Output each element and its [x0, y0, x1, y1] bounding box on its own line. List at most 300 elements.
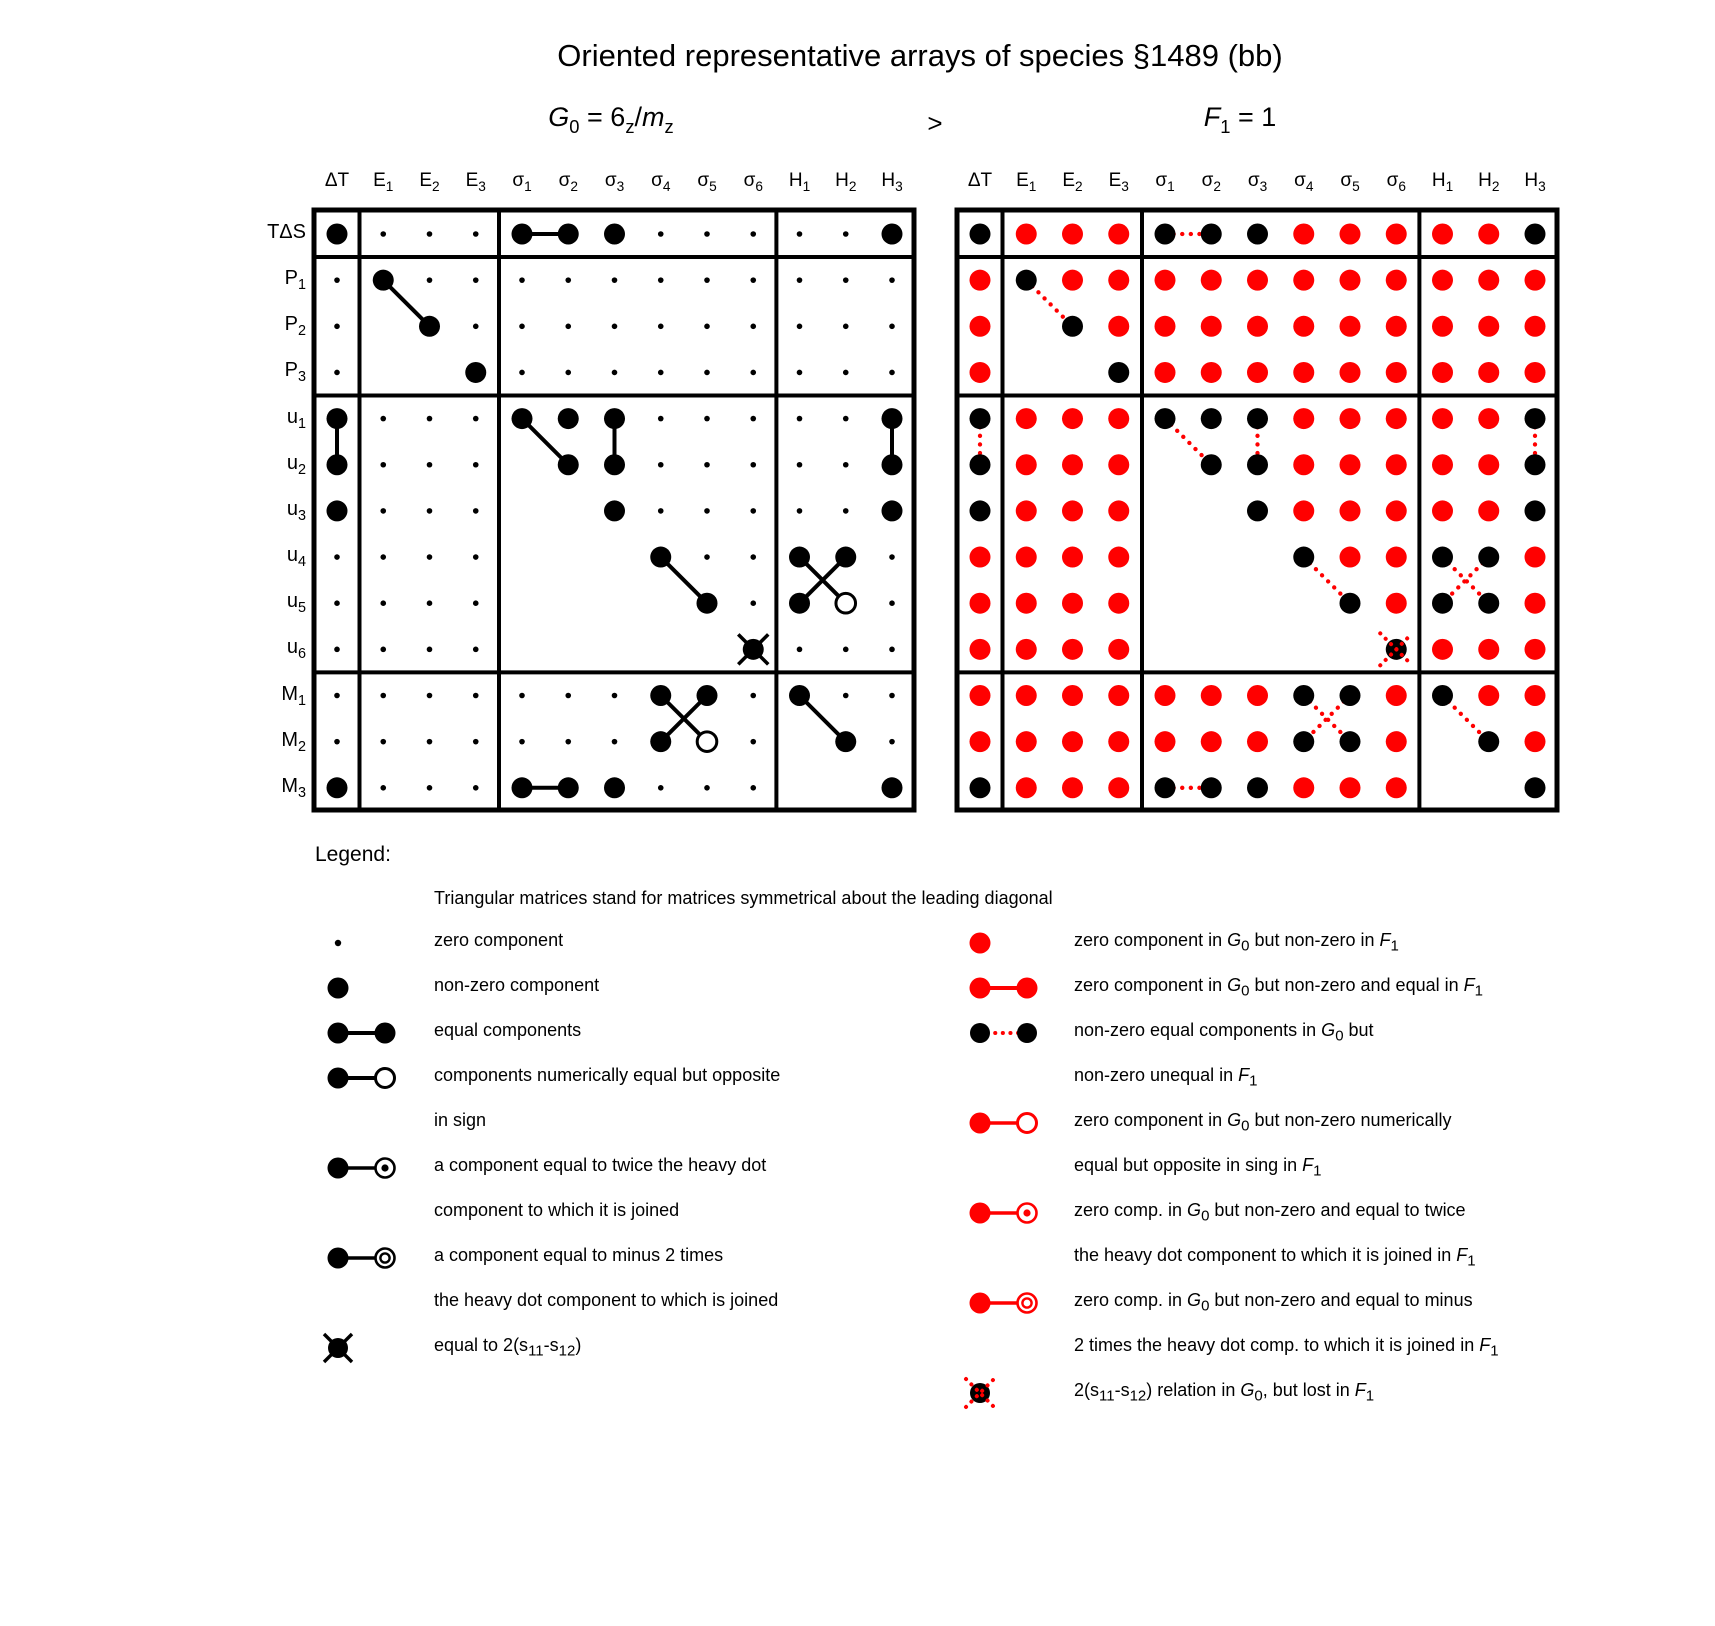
matrix-f1-cell-M3-σ2 — [1201, 777, 1222, 798]
matrix-g0-cell-TΔS-σ2 — [558, 224, 579, 245]
matrix-g0-cell-u6-H3 — [889, 647, 895, 653]
matrix-g0-cell-u2-ΔT — [327, 454, 348, 475]
matrix-g0-cell-TΔS-σ3 — [604, 224, 625, 245]
matrix-g0-cell-TΔS-ΔT — [327, 224, 348, 245]
row-label-M2: $M_2$ — [281, 728, 306, 755]
matrix-f1-cell-u2-H3 — [1525, 454, 1546, 475]
matrix-g0-cell-M1-H1 — [789, 685, 810, 706]
legend-symbol-link-opposite — [310, 1060, 410, 1096]
row-label-M1: $M_1$ — [281, 682, 306, 709]
matrix-g0-cell-P1-σ4 — [658, 277, 664, 283]
matrix-f1-cell-M3-σ5 — [1340, 777, 1361, 798]
matrix-g0-col-label-σ6: $\sigma_6$ — [743, 170, 763, 194]
matrix-f1-cell-u3-ΔT — [970, 500, 991, 521]
matrix-g0-cell-P3-σ6 — [750, 370, 756, 376]
matrix-g0-cell-P2-ΔT — [334, 324, 340, 330]
matrix-g0-cell-u5-σ5 — [697, 593, 718, 614]
matrix-g0-cell-P3-σ2 — [565, 370, 571, 376]
matrix-g0-cell-u2-E2 — [427, 462, 433, 468]
matrix-g0-cell-M1-E2 — [427, 693, 433, 699]
matrix-f1-cell-M3-σ3 — [1247, 777, 1268, 798]
matrix-f1-cell-u3-E3 — [1108, 500, 1129, 521]
matrix-g0-cell-TΔS-σ1 — [512, 224, 533, 245]
matrix-f1-cell-u5-E2 — [1062, 593, 1083, 614]
matrix-g0-cell-P1-ΔT — [334, 277, 340, 283]
matrix-g0-cell-u3-H3 — [882, 500, 903, 521]
matrix-g0-cell-u2-H2 — [843, 462, 849, 468]
matrix-f1-cell-u6-E1 — [1016, 639, 1037, 660]
legend-text-right-0: zero component in $G_0$ but non-zero in $F_1$ — [1074, 930, 1399, 955]
matrix-f1-cell-TΔS-σ2 — [1201, 224, 1222, 245]
row-label-M3: $M_3$ — [281, 774, 306, 801]
matrix-g0-cell-P1-H1 — [797, 277, 803, 283]
matrix-g0-col-label-ΔT: ΔT — [324, 170, 350, 191]
matrix-g0-cell-M3-ΔT — [327, 777, 348, 798]
matrix-f1-cell-TΔS-σ5 — [1340, 224, 1361, 245]
legend-text-left-6: component to which it is joined — [434, 1200, 680, 1220]
matrix-f1-cell-P1-ΔT — [970, 270, 991, 291]
matrix-f1-cell-P3-σ2 — [1201, 362, 1222, 383]
formula-segment: 0 — [569, 115, 580, 137]
legend-header: Legend: — [315, 843, 391, 866]
matrix-g0-cell-u2-E3 — [473, 462, 479, 468]
matrix-f1-cell-M3-ΔT — [970, 777, 991, 798]
legend-symbol-red-link-minus2 — [952, 1285, 1052, 1321]
matrix-g0-cell-u4-E3 — [473, 554, 479, 560]
matrix-f1-cell-u1-E1 — [1016, 408, 1037, 429]
matrix-f1-cell-P2-H2 — [1478, 316, 1499, 337]
legend-text-right-1: zero component in $G_0$ but non-zero and equal in $F_1$ — [1074, 975, 1483, 1000]
matrix-f1-cell-P2-E3 — [1108, 316, 1129, 337]
matrix-f1-cell-u4-σ6 — [1386, 547, 1407, 568]
matrix-g0-cell-P1-H3 — [889, 277, 895, 283]
matrix-f1-cell-u4-H1 — [1432, 547, 1453, 568]
matrix-g0-cell-TΔS-E1 — [380, 231, 386, 237]
matrix-g0-cell-u3-H1 — [797, 508, 803, 514]
matrix-f1-cell-u3-E2 — [1062, 500, 1083, 521]
matrix-f1-col-label-H3: $H_3$ — [1524, 170, 1546, 194]
legend-text-right-5: equal but opposite in sing in $F_1$ — [1074, 1155, 1322, 1180]
matrix-g0-cell-P3-σ3 — [612, 370, 618, 376]
matrix-g0-cell-M2-H3 — [889, 739, 895, 745]
comparator-symbol: > — [927, 108, 943, 138]
matrix-f1 — [945, 198, 1569, 822]
matrix-f1-cell-u3-σ4 — [1293, 500, 1314, 521]
matrix-f1-col-label-σ5: $\sigma_5$ — [1340, 170, 1360, 194]
matrix-f1-cell-u1-σ6 — [1386, 408, 1407, 429]
matrix-f1-cell-u4-H2 — [1478, 547, 1499, 568]
matrix-g0-cell-u4-E2 — [427, 554, 433, 560]
legend-symbol-link-minus2 — [310, 1240, 410, 1276]
matrix-f1-cell-u4-ΔT — [970, 547, 991, 568]
matrix-f1-cell-u1-σ4 — [1293, 408, 1314, 429]
matrix-g0-cell-u1-σ6 — [750, 416, 756, 422]
matrix-g0-cell-TΔS-H3 — [882, 224, 903, 245]
matrix-g0-col-label-σ2: $\sigma_2$ — [558, 170, 578, 194]
formula-segment: F — [1203, 102, 1221, 132]
matrix-f1-cell-P1-σ3 — [1247, 270, 1268, 291]
legend-text-right-6: zero comp. in $G_0$ but non-zero and equal to twice — [1074, 1200, 1466, 1225]
legend-symbol-link-twice — [310, 1150, 410, 1186]
legend-symbol-xl-dot — [952, 1375, 1052, 1411]
matrix-g0-col-label-E3: $E_3$ — [465, 170, 486, 194]
matrix-g0-cell-P2-σ6 — [750, 324, 756, 330]
matrix-g0-col-label-E1: $E_1$ — [373, 170, 394, 194]
matrix-f1-col-label-E3: $E_3$ — [1108, 170, 1129, 194]
matrix-g0-cell-M3-σ6 — [750, 785, 756, 791]
matrix-f1-cell-u1-σ5 — [1340, 408, 1361, 429]
matrix-f1-cell-u5-ΔT — [970, 593, 991, 614]
matrix-f1-cell-u4-σ4 — [1293, 547, 1314, 568]
legend-text-right-9: 2 times the heavy dot comp. to which it is joined in $F_1$ — [1074, 1335, 1499, 1360]
matrix-g0-cell-u3-ΔT — [327, 500, 348, 521]
matrix-g0-cell-u6-E2 — [427, 647, 433, 653]
matrix-g0-cell-u3-E2 — [427, 508, 433, 514]
formula-segment: = 1 — [1230, 102, 1277, 132]
matrix-g0-cell-M1-σ1 — [519, 693, 525, 699]
matrix-f1-cell-M2-σ2 — [1201, 731, 1222, 752]
matrix-f1-cell-M3-E2 — [1062, 777, 1083, 798]
matrix-f1-cell-u2-σ6 — [1386, 454, 1407, 475]
legend-symbol-red-link-equal — [952, 970, 1052, 1006]
matrix-f1-cell-u1-σ3 — [1247, 408, 1268, 429]
matrix-g0-cell-u4-σ5 — [704, 554, 710, 560]
matrix-f1-cell-TΔS-σ3 — [1247, 224, 1268, 245]
matrix-g0-cell-P2-σ5 — [704, 324, 710, 330]
matrix-g0-cell-u1-H1 — [797, 416, 803, 422]
legend-text-left-7: a component equal to minus 2 times — [434, 1245, 724, 1265]
matrix-f1-cell-M1-σ6 — [1386, 685, 1407, 706]
matrix-g0-cell-P1-E1 — [373, 270, 394, 291]
formula-segment: = 6 — [579, 102, 626, 132]
matrix-g0-cell-u1-σ4 — [658, 416, 664, 422]
legend-symbol-red-link-twice — [952, 1195, 1052, 1231]
matrix-g0-cell-P2-σ2 — [565, 324, 571, 330]
matrix-f1-cell-M1-σ5 — [1340, 685, 1361, 706]
matrix-g0-cell-u1-H3 — [882, 408, 903, 429]
matrix-g0-cell-P3-σ5 — [704, 370, 710, 376]
matrix-f1-cell-u5-E3 — [1108, 593, 1129, 614]
matrix-g0-cell-P1-σ6 — [750, 277, 756, 283]
matrix-f1-cell-u1-E3 — [1108, 408, 1129, 429]
matrix-g0-cell-M2-σ3 — [612, 739, 618, 745]
matrix-g0-cell-M2-σ4 — [650, 731, 671, 752]
matrix-g0-cell-u4-σ6 — [750, 554, 756, 560]
matrix-g0-cell-TΔS-σ4 — [658, 231, 664, 237]
row-label-u6: $u_6$ — [286, 636, 306, 663]
matrix-f1-cell-P3-σ5 — [1340, 362, 1361, 383]
matrix-g0-col-label-H2: $H_2$ — [835, 170, 857, 194]
matrix-g0-cell-u6-E3 — [473, 647, 479, 653]
matrix-f1-cell-u3-H1 — [1432, 500, 1453, 521]
matrix-g0-cell-u2-σ5 — [704, 462, 710, 468]
matrix-f1-cell-TΔS-ΔT — [970, 224, 991, 245]
row-label-TΔS: TΔS — [267, 221, 306, 243]
matrix-f1-cell-P2-σ4 — [1293, 316, 1314, 337]
matrix-g0-cell-M2-E2 — [427, 739, 433, 745]
matrix-g0-cell-u6-ΔT — [334, 647, 340, 653]
formula-segment: 1 — [1220, 115, 1231, 137]
matrix-f1-cell-M1-σ1 — [1155, 685, 1176, 706]
matrix-f1-cell-P2-H3 — [1525, 316, 1546, 337]
matrix-g0-cell-u4-σ4 — [650, 547, 671, 568]
matrix-g0-col-label-E2: $E_2$ — [419, 170, 440, 194]
matrix-g0-cell-M1-σ6 — [750, 693, 756, 699]
matrix-g0-cell-P3-H1 — [797, 370, 803, 376]
legend-text-left-2: equal components — [434, 1020, 582, 1040]
formula-segment: m — [642, 102, 665, 132]
matrix-f1-cell-P2-σ5 — [1340, 316, 1361, 337]
matrix-g0 — [302, 198, 926, 822]
matrix-g0-cell-u2-σ3 — [604, 454, 625, 475]
matrix-g0-cell-M1-E3 — [473, 693, 479, 699]
matrix-f1-cell-M1-ΔT — [970, 685, 991, 706]
matrix-f1-cell-P3-σ6 — [1386, 362, 1407, 383]
matrix-g0-cell-u5-H2 — [836, 593, 856, 613]
legend-symbol-red-link-opposite — [952, 1105, 1052, 1141]
matrix-f1-cell-M3-E1 — [1016, 777, 1037, 798]
matrix-g0-cell-P3-H3 — [889, 370, 895, 376]
matrix-f1-cell-M2-E2 — [1062, 731, 1083, 752]
matrix-f1-cell-u1-σ1 — [1155, 408, 1176, 429]
matrix-f1-cell-M1-H3 — [1525, 685, 1546, 706]
matrix-g0-cell-P2-E3 — [473, 324, 479, 330]
row-label-P3: $P_3$ — [284, 359, 306, 386]
matrix-g0-cell-M1-σ3 — [612, 693, 618, 699]
matrix-f1-cell-P2-σ3 — [1247, 316, 1268, 337]
matrix-f1-cell-TΔS-E1 — [1016, 224, 1037, 245]
matrix-f1-cell-P1-E1 — [1016, 270, 1037, 291]
formula-segment: z — [664, 115, 674, 137]
matrix-f1-cell-M2-σ6 — [1386, 731, 1407, 752]
matrix-f1-cell-u2-σ3 — [1247, 454, 1268, 475]
matrix-g0-cell-P2-H2 — [843, 324, 849, 330]
matrix-f1-cell-M1-E1 — [1016, 685, 1037, 706]
matrix-f1-cell-P3-H3 — [1525, 362, 1546, 383]
matrix-g0-cell-u4-H1 — [789, 547, 810, 568]
matrix-f1-col-label-σ6: $\sigma_6$ — [1386, 170, 1406, 194]
matrix-f1-cell-P1-σ4 — [1293, 270, 1314, 291]
matrix-f1-cell-u1-E2 — [1062, 408, 1083, 429]
matrix-f1-cell-u2-σ5 — [1340, 454, 1361, 475]
matrix-g0-cell-P3-σ1 — [519, 370, 525, 376]
matrix-f1-cell-P1-H3 — [1525, 270, 1546, 291]
matrix-f1-cell-P2-H1 — [1432, 316, 1453, 337]
matrix-f1-cell-M2-E3 — [1108, 731, 1129, 752]
matrix-g0-cell-u4-H2 — [835, 547, 856, 568]
matrix-g0-cell-u4-H3 — [889, 554, 895, 560]
matrix-g0-cell-u1-σ1 — [512, 408, 533, 429]
matrix-f1-cell-M2-ΔT — [970, 731, 991, 752]
matrix-g0-cell-u2-σ2 — [558, 454, 579, 475]
matrix-g0-cell-P2-σ1 — [519, 324, 525, 330]
legend-text-right-8: zero comp. in $G_0$ but non-zero and equal to minus — [1074, 1290, 1473, 1315]
matrix-g0-cell-M2-σ6 — [750, 739, 756, 745]
matrix-g0-cell-P1-σ5 — [704, 277, 710, 283]
matrix-f1-cell-u6-H3 — [1525, 639, 1546, 660]
matrix-g0-cell-M2-σ5 — [697, 732, 717, 752]
matrix-f1-cell-u1-H2 — [1478, 408, 1499, 429]
matrix-g0-cell-u2-σ4 — [658, 462, 664, 468]
matrix-g0-cell-P2-σ4 — [658, 324, 664, 330]
matrix-f1-cell-P1-σ1 — [1155, 270, 1176, 291]
matrix-f1-cell-M2-H2 — [1478, 731, 1499, 752]
matrix-g0-col-label-σ5: $\sigma_5$ — [697, 170, 717, 194]
matrix-f1-cell-P2-σ1 — [1155, 316, 1176, 337]
matrix-f1-cell-u3-H3 — [1525, 500, 1546, 521]
legend-symbol-link-equal — [310, 1015, 410, 1051]
matrix-f1-col-label-σ2: $\sigma_2$ — [1201, 170, 1221, 194]
matrix-g0-cell-M3-σ2 — [558, 777, 579, 798]
legend-text-right-3: non-zero unequal in $F_1$ — [1074, 1065, 1258, 1090]
matrix-g0-cell-M2-E1 — [380, 739, 386, 745]
legend-text-left-1: non-zero component — [434, 975, 600, 995]
matrix-f1-cell-TΔS-E3 — [1108, 224, 1129, 245]
legend-text-left-0: zero component — [434, 930, 564, 950]
legend-symbol-red-dot — [952, 925, 1052, 961]
matrix-g0-cell-u2-H3 — [882, 454, 903, 475]
matrix-f1-col-label-E1: $E_1$ — [1016, 170, 1037, 194]
matrix-f1-col-label-σ3: $\sigma_3$ — [1247, 170, 1268, 194]
matrix-f1-cell-u5-σ5 — [1340, 593, 1361, 614]
legend-text-left-5: a component equal to twice the heavy dot — [434, 1155, 767, 1175]
matrix-g0-cell-M3-σ3 — [604, 777, 625, 798]
matrix-g0-cell-M2-ΔT — [334, 739, 340, 745]
matrix-g0-cell-M1-σ5 — [697, 685, 718, 706]
matrix-f1-cell-u5-σ6 — [1386, 593, 1407, 614]
matrix-g0-cell-u4-ΔT — [334, 554, 340, 560]
matrix-f1-col-label-σ4: $\sigma_4$ — [1294, 170, 1314, 194]
matrix-f1-cell-u1-ΔT — [970, 408, 991, 429]
matrix-g0-cell-u3-σ3 — [604, 500, 625, 521]
matrix-g0-cell-P3-σ4 — [658, 370, 664, 376]
matrix-f1-cell-u3-σ3 — [1247, 500, 1268, 521]
matrix-g0-cell-u6-H2 — [843, 647, 849, 653]
right-matrix-formula — [1090, 102, 1390, 138]
matrix-g0-cell-M1-σ2 — [565, 693, 571, 699]
matrix-f1-col-label-H1: $H_1$ — [1431, 170, 1454, 194]
row-label-u1: $u_1$ — [286, 405, 306, 432]
matrix-f1-cell-M2-σ1 — [1155, 731, 1176, 752]
legend-text-left-8: the heavy dot component to which is joined — [434, 1290, 779, 1310]
matrix-g0-cell-u5-σ6 — [750, 600, 756, 606]
matrix-f1-cell-M3-σ4 — [1293, 777, 1314, 798]
matrix-g0-cell-TΔS-E2 — [427, 231, 433, 237]
matrix-f1-cell-P2-σ2 — [1201, 316, 1222, 337]
legend-text-right-7: the heavy dot component to which it is joined in $F_1$ — [1074, 1245, 1476, 1270]
legend-symbol-small-dot — [310, 925, 410, 961]
matrix-g0-cell-TΔS-σ6 — [750, 231, 756, 237]
matrix-g0-cell-P2-σ3 — [612, 324, 618, 330]
matrix-g0-cell-P1-E3 — [473, 277, 479, 283]
matrix-g0-cell-u3-σ4 — [658, 508, 664, 514]
matrix-f1-cell-u5-H3 — [1525, 593, 1546, 614]
matrix-f1-cell-u2-ΔT — [970, 454, 991, 475]
matrix-g0-col-label-H3: $H_3$ — [881, 170, 903, 194]
matrix-g0-cell-TΔS-H2 — [843, 231, 849, 237]
matrix-g0-cell-P1-σ1 — [519, 277, 525, 283]
matrix-g0-col-label-σ3: $\sigma_3$ — [604, 170, 625, 194]
matrix-f1-cell-u2-H2 — [1478, 454, 1499, 475]
formula-segment: z — [625, 115, 635, 137]
legend-text-right-10: $2(s_{11}-s_{12})$ relation in $G_0$, but lost in $F_1$ — [1074, 1380, 1375, 1405]
matrix-f1-cell-P3-E3 — [1108, 362, 1129, 383]
row-label-u5: $u_5$ — [286, 590, 306, 617]
matrix-g0-cell-u3-E3 — [473, 508, 479, 514]
matrix-g0-cell-M3-H3 — [882, 777, 903, 798]
matrix-g0-cell-P2-H3 — [889, 324, 895, 330]
matrix-f1-cell-u1-σ2 — [1201, 408, 1222, 429]
matrix-f1-cell-u1-H3 — [1525, 408, 1546, 429]
matrix-g0-cell-u6-H1 — [797, 647, 803, 653]
matrix-f1-col-label-H2: $H_2$ — [1478, 170, 1500, 194]
matrix-f1-cell-P1-σ6 — [1386, 270, 1407, 291]
matrix-g0-cell-u1-E1 — [380, 416, 386, 422]
matrix-g0-cell-u2-E1 — [380, 462, 386, 468]
matrix-f1-cell-P1-σ2 — [1201, 270, 1222, 291]
formula-segment: G — [548, 102, 570, 132]
matrix-f1-cell-TΔS-σ6 — [1386, 224, 1407, 245]
legend-symbol-x-dot — [310, 1330, 410, 1366]
matrix-f1-cell-P3-H1 — [1432, 362, 1453, 383]
matrix-f1-cell-u2-H1 — [1432, 454, 1453, 475]
matrix-f1-col-label-E2: $E_2$ — [1062, 170, 1083, 194]
legend-text-right-4: zero component in $G_0$ but non-zero numerically — [1074, 1110, 1452, 1135]
matrix-g0-cell-u5-E2 — [427, 600, 433, 606]
matrix-f1-cell-M1-σ3 — [1247, 685, 1268, 706]
matrix-g0-cell-u1-σ3 — [604, 408, 625, 429]
matrix-f1-cell-u2-E3 — [1108, 454, 1129, 475]
matrix-f1-cell-TΔS-H3 — [1525, 224, 1546, 245]
matrix-g0-cell-u1-H2 — [843, 416, 849, 422]
matrix-f1-cell-u5-H2 — [1478, 593, 1499, 614]
matrix-f1-cell-TΔS-H2 — [1478, 224, 1499, 245]
matrix-f1-cell-M1-E2 — [1062, 685, 1083, 706]
matrix-f1-cell-u3-E1 — [1016, 500, 1037, 521]
matrix-g0-cell-M2-σ1 — [519, 739, 525, 745]
legend-text-left-4: in sign — [434, 1110, 487, 1130]
matrix-f1-cell-u6-ΔT — [970, 639, 991, 660]
matrix-f1-cell-M1-σ2 — [1201, 685, 1222, 706]
matrix-f1-col-label-σ1: $\sigma_1$ — [1155, 170, 1175, 194]
matrix-f1-cell-TΔS-σ4 — [1293, 224, 1314, 245]
matrix-f1-cell-P1-H1 — [1432, 270, 1453, 291]
matrix-f1-cell-P3-H2 — [1478, 362, 1499, 383]
matrix-f1-cell-u1-H1 — [1432, 408, 1453, 429]
matrix-g0-cell-M3-σ4 — [658, 785, 664, 791]
matrix-g0-cell-u3-H2 — [843, 508, 849, 514]
matrix-g0-cell-M2-E3 — [473, 739, 479, 745]
legend-symbol-black-dotted-link — [952, 1015, 1052, 1051]
matrix-g0-cell-P1-H2 — [843, 277, 849, 283]
matrix-f1-cell-M3-σ1 — [1155, 777, 1176, 798]
matrix-f1-cell-M3-H3 — [1525, 777, 1546, 798]
matrix-g0-cell-M1-ΔT — [334, 693, 340, 699]
matrix-g0-cell-M1-σ4 — [650, 685, 671, 706]
matrix-f1-cell-u6-E3 — [1108, 639, 1129, 660]
matrix-g0-cell-u1-ΔT — [327, 408, 348, 429]
row-label-P1: $P_1$ — [284, 267, 306, 294]
matrix-f1-cell-u4-H3 — [1525, 547, 1546, 568]
matrix-f1-cell-u2-σ2 — [1201, 454, 1222, 475]
row-label-u2: $u_2$ — [286, 451, 306, 478]
matrix-f1-cell-M1-H1 — [1432, 685, 1453, 706]
matrix-f1-cell-u3-σ5 — [1340, 500, 1361, 521]
matrix-f1-cell-M2-E1 — [1016, 731, 1037, 752]
matrix-f1-cell-u5-H1 — [1432, 593, 1453, 614]
matrix-g0-cell-u6-E1 — [380, 647, 386, 653]
matrix-g0-cell-M3-E3 — [473, 785, 479, 791]
